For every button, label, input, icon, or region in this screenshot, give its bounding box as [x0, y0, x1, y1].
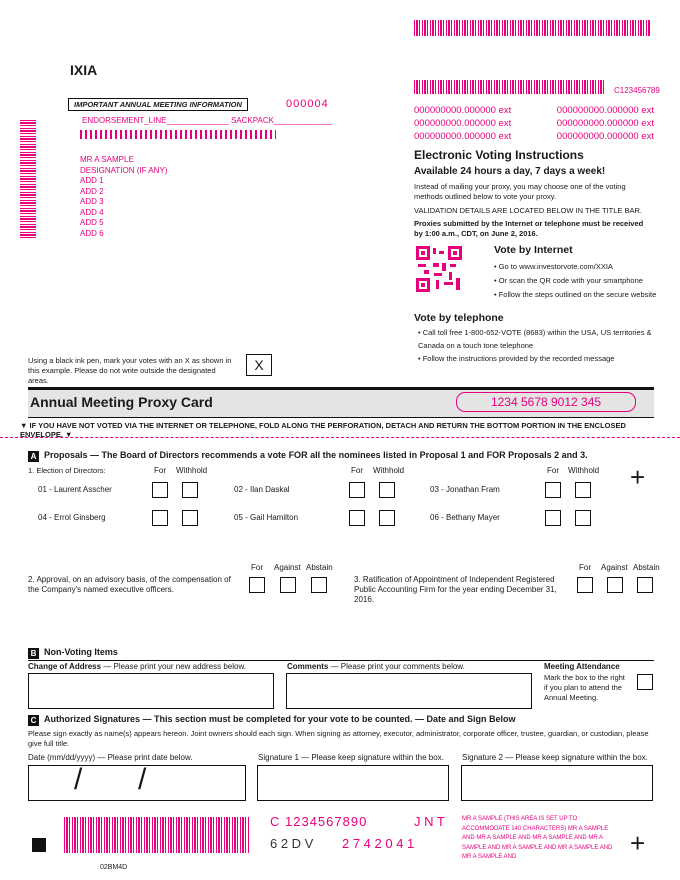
section-b-rule	[28, 660, 654, 661]
triangle-down-icon: ▼	[20, 421, 28, 430]
col-abstain: Abstain	[306, 563, 333, 572]
section-c-title: Authorized Signatures — This section must be completed for your vote to be counted. — Date and Sign Below	[44, 714, 516, 724]
date-field[interactable]	[28, 765, 246, 801]
meeting-info-label: IMPORTANT ANNUAL MEETING INFORMATION	[68, 98, 248, 111]
control-id: C123456789	[614, 86, 660, 95]
example-mark-box: X	[246, 354, 272, 376]
date-slash: /	[74, 763, 83, 796]
address-block: MR A SAMPLE DESIGNATION (IF ANY) ADD 1 ADD 2 ADD 3 ADD 4 ADD 5 ADD 6	[80, 155, 168, 238]
nominee-3-withhold-checkbox[interactable]	[575, 482, 591, 498]
nominee-label: 04 - Errol Ginsberg	[38, 513, 106, 522]
attendance-text: Mark the box to the right if you plan to attend the Annual Meeting.	[544, 673, 625, 702]
nominee-label: 06 - Bethany Mayer	[430, 513, 500, 522]
col-abstain: Abstain	[633, 563, 660, 572]
nominee-5-for-checkbox[interactable]	[349, 510, 365, 526]
nominee-1-for-checkbox[interactable]	[152, 482, 168, 498]
comments-box[interactable]	[286, 673, 532, 709]
signature-2-box[interactable]	[461, 765, 653, 801]
col-withhold: Withhold	[568, 466, 600, 475]
voting-intro: Instead of mailing your proxy, you may choose one of the voting methods outlined below to vote your proxy.	[414, 182, 626, 201]
proposal-1-label: 1. Election of Directors:	[28, 466, 106, 475]
nominee-label: 01 - Laurent Asscher	[38, 485, 112, 494]
top-barcode	[414, 20, 650, 36]
section-a-badge: A	[28, 451, 39, 462]
voting-title: Electronic Voting Instructions	[414, 148, 584, 162]
date-label: Date (mm/dd/yyyy) — Please print date below.	[28, 753, 193, 762]
signature-instructions: Please sign exactly as name(s) appears hereon. Joint owners should each sign. When signing as attorney, executor, administrator, corporate officer, trustee, guardian, or custodian, please give full title.	[28, 729, 649, 748]
nominee-1-withhold-checkbox[interactable]	[182, 482, 198, 498]
col-against: Against	[274, 563, 301, 572]
nominee-2-for-checkbox[interactable]	[349, 482, 365, 498]
plus-icon: +	[630, 828, 646, 858]
proposal-3-text: 3. Ratification of Appointment of Independent Registered Public Accounting Firm for the year ending December 31, 2016.	[354, 575, 557, 604]
col-for: For	[251, 563, 263, 572]
nominee-5-withhold-checkbox[interactable]	[379, 510, 395, 526]
card-title: Annual Meeting Proxy Card	[30, 394, 213, 410]
deadline-note: Proxies submitted by the Internet or telephone must be received by 1:00 a.m., CDT, on June 2, 2016.	[414, 219, 644, 238]
col-against: Against	[601, 563, 628, 572]
sequence-number: 000004	[286, 98, 329, 110]
nominee-3-for-checkbox[interactable]	[545, 482, 561, 498]
endorsement-line: ENDORSEMENT_LINE______________ SACKPACK_____________	[82, 116, 332, 125]
nominee-6-for-checkbox[interactable]	[545, 510, 561, 526]
ink-instructions: Using a black ink pen, mark your votes with an X as shown in this example. Please do not write outside the designated areas.	[28, 356, 232, 385]
section-c-badge: C	[28, 715, 39, 726]
nominee-label: 05 - Gail Hamilton	[234, 513, 299, 522]
control-barcode	[414, 80, 606, 94]
phone-steps: • Call toll free 1-800-652-VOTE (8683) within the USA, US territories & Canada on a touch tone telephone • Follow the instructions provided by the recorded message	[418, 328, 652, 363]
internet-steps: • Go to www.investorvote.com/XXIA • Or scan the QR code with your smartphone • Follow the steps outlined on the secure website	[494, 262, 657, 299]
date-slash: /	[138, 763, 147, 796]
attendance-checkbox[interactable]	[637, 674, 653, 690]
nominee-4-withhold-checkbox[interactable]	[182, 510, 198, 526]
fold-notice: ▼ IF YOU HAVE NOT VOTED VIA THE INTERNET OR TELEPHONE, FOLD ALONG THE PERFORATION, DETACH AND RETURN THE BOTTOM PORTION IN THE ENCLOSED ENVELOPE. ▼	[20, 421, 626, 439]
footer-jnt: J N T	[414, 814, 445, 829]
nominee-label: 03 - Jonathan Fram	[430, 485, 500, 494]
col-for: For	[154, 466, 166, 475]
proposal-3-against-checkbox[interactable]	[607, 577, 623, 593]
triangle-down-icon: ▼	[65, 430, 73, 439]
proposal-2-for-checkbox[interactable]	[249, 577, 265, 593]
section-a-title: Proposals — The Board of Directors recommends a vote FOR all the nominees listed in Proposal 1 and FOR Proposals 2 and 3.	[44, 450, 588, 460]
footer-barcode	[64, 817, 250, 853]
proposal-2-abstain-checkbox[interactable]	[311, 577, 327, 593]
section-b-badge: B	[28, 648, 39, 659]
nominee-label: 02 - Ilan Daskal	[234, 485, 290, 494]
proposal-2-text: 2. Approval, on an advisory basis, of the compensation of the Company's named executive officers.	[28, 575, 231, 594]
form-id: 02BM4D	[100, 864, 128, 871]
address-change-label: Change of Address — Please print your new address below.	[28, 662, 247, 671]
validation-note: VALIDATION DETAILS ARE LOCATED BELOW IN THE TITLE BAR.	[414, 206, 642, 215]
col-for: For	[579, 563, 591, 572]
section-b-title: Non-Voting Items	[44, 647, 118, 657]
address-change-box[interactable]	[28, 673, 274, 709]
black-square	[32, 838, 46, 852]
sample-note: MR A SAMPLE (THIS AREA IS SET UP TO ACCOMMODATE 140 CHARACTERS) MR A SAMPLE AND MR A SAMPLE AND MR A SAMPLE AND MR A SAMPLE AND MR A SAMPLE AND MR A SAMPLE AND MR A SAMPLE AND	[462, 816, 613, 860]
comments-label: Comments — Please print your comments below.	[287, 662, 465, 671]
postnet-barcode	[80, 130, 276, 139]
side-barcode	[20, 120, 36, 238]
nominee-2-withhold-checkbox[interactable]	[379, 482, 395, 498]
col-for: For	[547, 466, 559, 475]
company-name: IXIA	[70, 62, 98, 78]
internet-title: Vote by Internet	[494, 244, 573, 256]
plus-icon: +	[630, 462, 646, 492]
voting-subtitle: Available 24 hours a day, 7 days a week!	[414, 166, 606, 177]
perforation-line	[0, 437, 680, 438]
ext-codes: 000000000.000000 ext 000000000.000000 ext 000000000.000000 ext 000000000.000000 ext 000000000.000000 ext 000000000.000000 ext	[414, 105, 654, 142]
card-number: 1234 5678 9012 345	[456, 392, 636, 412]
proposal-3-for-checkbox[interactable]	[577, 577, 593, 593]
nominee-4-for-checkbox[interactable]	[152, 510, 168, 526]
col-for: For	[351, 466, 363, 475]
signature-1-label: Signature 1 — Please keep signature within the box.	[258, 753, 444, 762]
qr-code-icon	[416, 246, 462, 292]
footer-control: C 1234567890	[270, 814, 368, 829]
footer-code-1: 6 2 D V	[270, 836, 314, 851]
col-withhold: Withhold	[176, 466, 208, 475]
col-withhold: Withhold	[373, 466, 405, 475]
proposal-2-against-checkbox[interactable]	[280, 577, 296, 593]
footer-code-2: 2 7 4 2 0 4 1	[342, 836, 415, 851]
attendance-label: Meeting Attendance	[544, 662, 620, 671]
signature-2-label: Signature 2 — Please keep signature within the box.	[462, 753, 648, 762]
phone-title: Vote by telephone	[414, 312, 504, 324]
nominee-6-withhold-checkbox[interactable]	[575, 510, 591, 526]
signature-1-box[interactable]	[257, 765, 449, 801]
proposal-3-abstain-checkbox[interactable]	[637, 577, 653, 593]
